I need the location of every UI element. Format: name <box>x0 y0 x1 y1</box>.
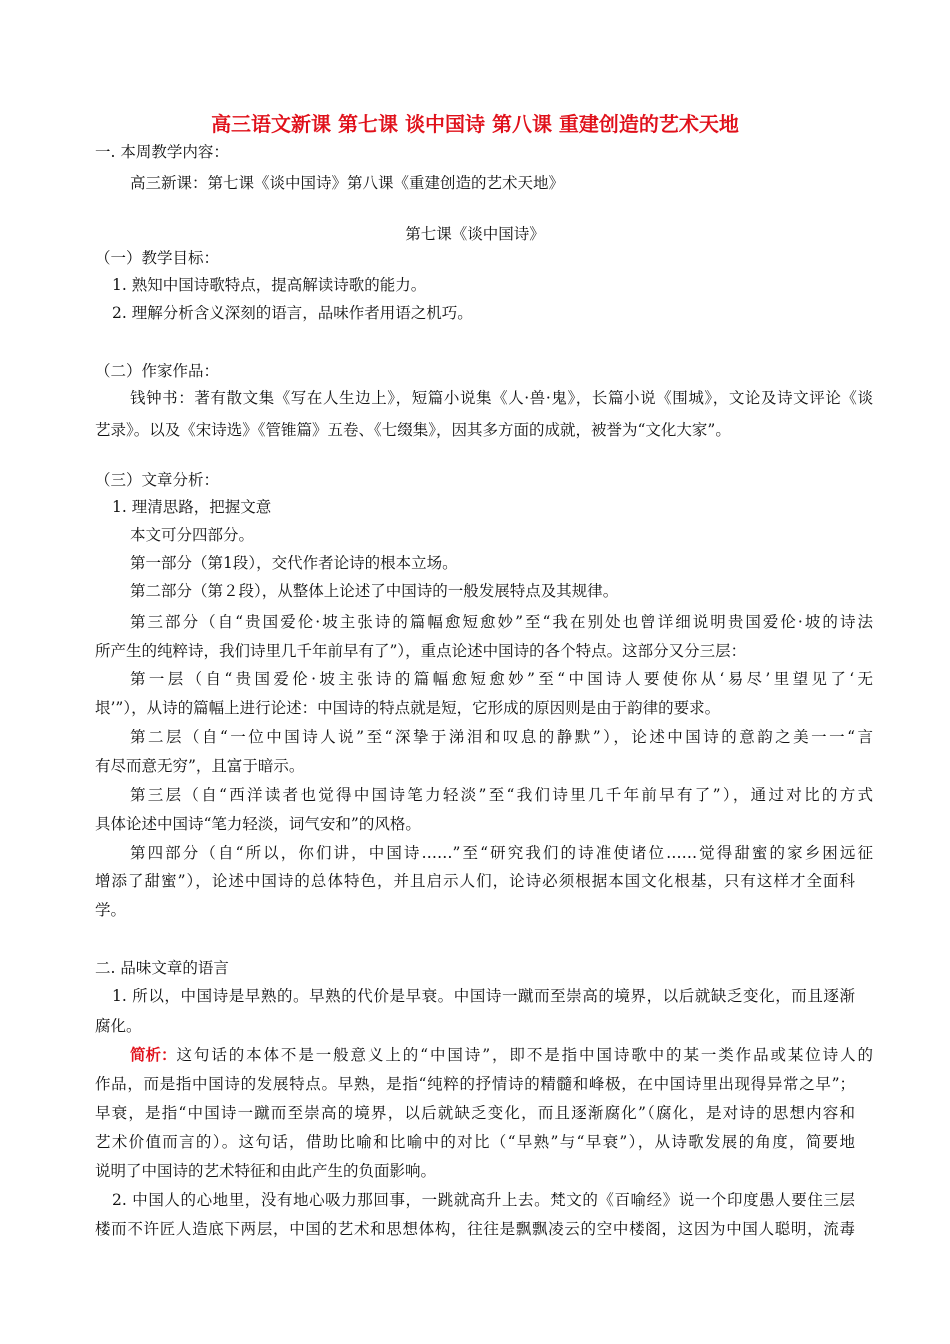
quote-line: 1. 所以，中国诗是早熟的。早熟的代价是早衰。中国诗一蹴而至崇高的境界，以后就缺乏变化，而且逐渐 <box>112 987 855 1005</box>
section-2-heading: 二. 品味文章的语言 <box>95 959 229 977</box>
analysis-paragraph-line: 有尽而意无穷”，且富于暗示。 <box>95 757 305 775</box>
document-title: 高三语文新课 第七课 谈中国诗 第八课 重建创造的艺术天地 <box>211 112 739 136</box>
analysis-heading: （三）文章分析： <box>95 471 220 489</box>
note-line: 说明了中国诗的艺术特征和由此产生的负面影响。 <box>95 1162 437 1180</box>
analysis-paragraph-line: 第三部分（自“贵国爱伦·坡主张诗的篇幅愈短愈妙”至“我在别处也曾详细说明贵国爱伦·坡的诗法 <box>130 613 873 631</box>
note-line <box>130 1045 873 1065</box>
quote-line: 腐化。 <box>95 1017 142 1035</box>
goal-item: 2. 理解分析含义深刻的语言，品味作者用语之机巧。 <box>112 304 473 322</box>
analysis-subheading: 1. 理清思路，把握文意 <box>112 498 272 516</box>
analysis-paragraph-line: 第四部分（自“所以，你们讲，中国诗……”至“研究我们的诗准使诸位……觉得甜蜜的家乡困远征 <box>130 844 873 862</box>
analysis-paragraph-line: 具体论述中国诗“笔力轻淡，词气安和”的风格。 <box>95 815 421 833</box>
goals-heading: （一）教学目标： <box>95 249 220 267</box>
author-paragraph-line: 钱钟书：著有散文集《写在人生边上》，短篇小说集《人·兽·鬼》，长篇小说《围城》，文论及诗文评论《谈 <box>130 389 873 407</box>
analysis-paragraph-line: 学。 <box>95 901 127 919</box>
goal-item: 1. 熟知中国诗歌特点，提高解读诗歌的能力。 <box>112 276 427 294</box>
analysis-paragraph-line: 第二层（自“一位中国诗人说”至“深挚于涕泪和叹息的静默”），论述中国诗的意韵之美一一“言 <box>130 728 873 746</box>
analysis-paragraph-line: 增添了甜蜜”），论述中国诗的总体特色，并且启示人们，论诗必须根据本国文化根基，只有这样才全面科 <box>95 872 855 890</box>
section-1-heading: 一. 本周教学内容： <box>95 143 229 161</box>
lesson-7-heading: 第七课《谈中国诗》 <box>405 225 545 243</box>
analysis-paragraph-line: 第三层（自“西洋读者也觉得中国诗笔力轻淡”至“我们诗里几千年前早有了”），通过对比的方式 <box>130 786 873 804</box>
analysis-paragraph: 第一部分（第1段），交代作者论诗的根本立场。 <box>130 554 458 572</box>
analysis-paragraph-line: 所产生的纯粹诗，我们诗里几千年前早有了”），重点论述中国诗的各个特点。这部分又分三层： <box>95 642 747 660</box>
quote-line: 楼而不许匠人造底下两层，中国的艺术和思想体构，往往是飘飘凌云的空中楼阁，这因为中国人聪明，流毒 <box>95 1220 855 1238</box>
note-line: 艺术价值而言的）。这句话，借助比喻和比喻中的对比（“早熟”与“早衰”），从诗歌发展的角度，简要地 <box>95 1133 855 1151</box>
analysis-paragraph-line: 垠’”），从诗的篇幅上进行论述：中国诗的特点就是短，它形成的原因则是由于韵律的要求。 <box>95 699 721 717</box>
author-heading: （二）作家作品： <box>95 362 220 380</box>
author-paragraph-line: 艺录》。以及《宋诗选》《管锥篇》五卷、《七缀集》，因其多方面的成就，被誉为“文化大家”。 <box>95 421 731 439</box>
note-line: 早衰，是指“中国诗一蹴而至崇高的境界，以后就缺乏变化，而且逐渐腐化”（腐化，是对诗的思想内容和 <box>95 1104 855 1122</box>
note-line: 作品，而是指中国诗的发展特点。早熟，是指“纯粹的抒情诗的精髓和峰极，在中国诗里出现得异常之早”； <box>95 1075 855 1093</box>
section-1-content: 高三新课：第七课《谈中国诗》第八课《重建创造的艺术天地》 <box>130 174 565 192</box>
analysis-paragraph: 本文可分四部分。 <box>130 526 255 544</box>
analysis-paragraph-line: 第一层（自“贵国爱伦·坡主张诗的篇幅愈短愈妙”至“中国诗人要使你从‘易尽’里望见了‘无 <box>130 670 873 688</box>
quote-line: 2. 中国人的心地里，没有地心吸力那回事，一跳就高升上去。梵文的《百喻经》说一个印度愚人要住三层 <box>112 1191 855 1209</box>
note-text: 这句话的本体不是一般意义上的“中国诗”，即不是指中国诗歌中的某一类作品或某位诗人的 <box>176 1046 873 1064</box>
analysis-paragraph: 第二部分（第２段），从整体上论述了中国诗的一般发展特点及其规律。 <box>130 582 619 600</box>
note-label: 简析： <box>130 1045 177 1064</box>
